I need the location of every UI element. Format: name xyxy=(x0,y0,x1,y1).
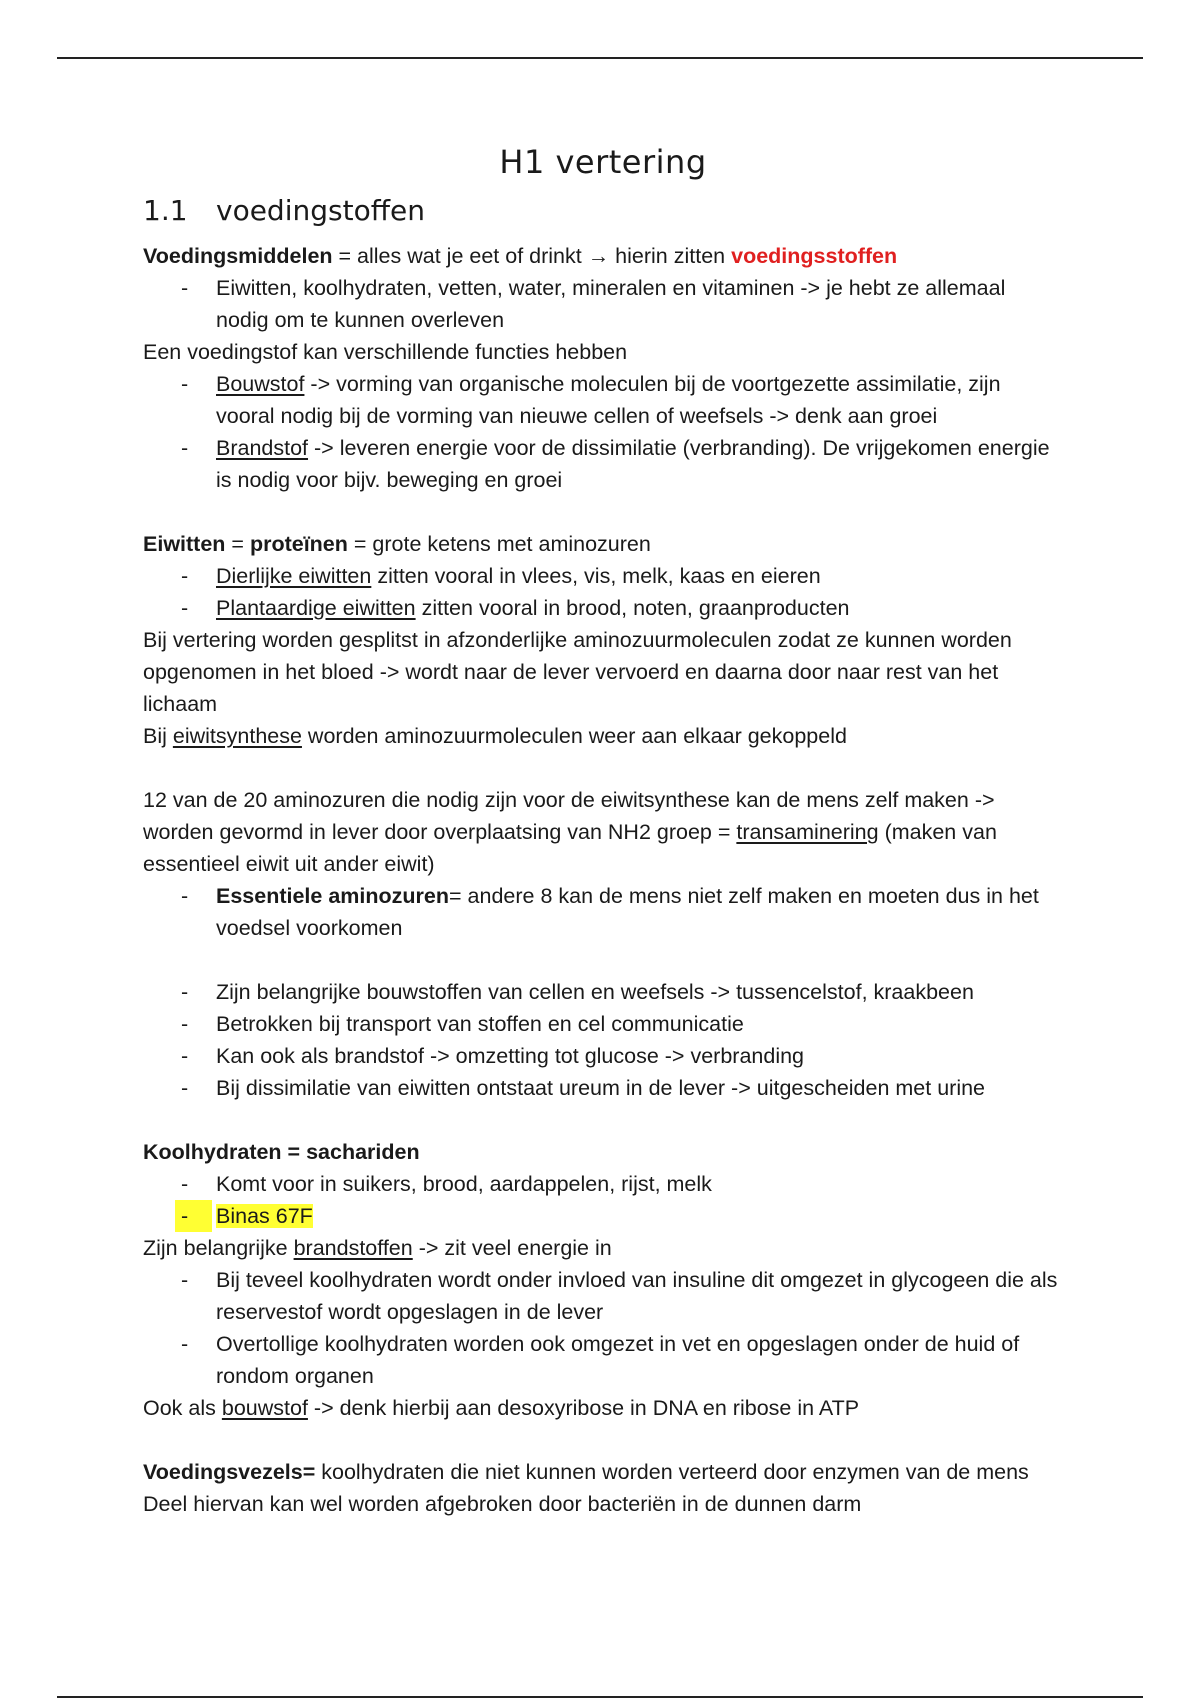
list-item-highlighted xyxy=(143,1200,1063,1232)
spacer xyxy=(143,1424,1063,1456)
section-title: voedingstoffen xyxy=(216,194,425,227)
list-item xyxy=(143,1264,1063,1328)
section-heading xyxy=(143,190,1063,232)
text: Zijn belangrijke xyxy=(143,1236,294,1260)
text: = xyxy=(225,532,250,556)
bullet: - xyxy=(181,436,189,460)
term-dierlijke-eiwitten: Dierlijke eiwitten xyxy=(216,564,372,588)
eiwitsynthese-paragraph xyxy=(143,720,1063,752)
text: zitten vooral in brood, noten, graanproducten xyxy=(415,596,850,620)
list-item xyxy=(143,1072,1063,1104)
text: koolhydraten die niet kunnen worden verteerd door enzymen van de mens xyxy=(315,1460,1029,1484)
term-eiwitsynthese: eiwitsynthese xyxy=(172,724,302,748)
term-voedingsmiddelen: Voedingsmiddelen xyxy=(143,244,333,268)
bullet: - xyxy=(181,1172,189,1196)
functies-intro: Een voedingstof kan verschillende functies hebben xyxy=(143,340,628,364)
list-item xyxy=(143,1328,1063,1392)
text: (maken van essentieel eiwit uit ander eiwit) xyxy=(143,820,997,876)
list-item xyxy=(143,880,1063,944)
binas-reference: Binas 67F xyxy=(216,1204,313,1228)
page-title: H1 vertering xyxy=(499,143,707,181)
list-item xyxy=(143,432,1063,496)
arrow-right-icon: → xyxy=(587,244,610,268)
functies-list xyxy=(143,368,1063,496)
text: Komt voor in suikers, brood, aardappelen, rijst, melk xyxy=(216,1172,712,1196)
term-voedingsvezels: Voedingsvezels= xyxy=(143,1460,316,1484)
bullet: - xyxy=(181,564,189,588)
bullet: - xyxy=(181,1076,189,1100)
koolhydraten-opslag-list xyxy=(143,1264,1063,1392)
bullet: - xyxy=(181,1268,189,1292)
spacer xyxy=(143,1104,1063,1136)
text: 12 van de 20 aminozuren die nodig zijn voor de eiwitsynthese kan de mens zelf maken -> worden gevormd in lever door overplaatsing van NH2 groep = xyxy=(143,788,995,844)
eiwitten-list xyxy=(143,560,1063,624)
term-koolhydraten: Koolhydraten = sacharide​n xyxy=(143,1140,420,1164)
voedingsmiddelen-list xyxy=(143,272,1063,336)
bullet: - xyxy=(181,980,189,1004)
spacer xyxy=(143,752,1063,784)
bullet: - xyxy=(181,372,189,396)
term-transaminering: transaminering xyxy=(736,820,879,844)
list-item xyxy=(143,272,1063,336)
list-item xyxy=(143,592,1063,624)
term-brandstoffen: brandstoffen xyxy=(293,1236,413,1260)
bullet: - xyxy=(181,1332,189,1356)
list-item xyxy=(143,560,1063,592)
text: Zijn belangrijke bouwstoffen van cellen en weefsels -> tussencelstof, kraakbeen xyxy=(216,980,974,1004)
bullet: - xyxy=(175,1200,212,1232)
term-essentiele-aminozuren: Essentiele aminozuren xyxy=(216,884,449,908)
text: -> vorming van organische moleculen bij de voortgezette assimilatie, zijn vooral nodig bij de vorming van nieuwe cellen of weefsels -> denk aan groei xyxy=(216,372,1001,428)
voedingsmiddelen-definition xyxy=(143,240,1063,272)
term-voedingsstoffen: voedingsstoffen xyxy=(731,244,898,268)
koolhydraten-list xyxy=(143,1168,1063,1232)
text: zitten vooral in vlees, vis, melk, kaas en eieren xyxy=(371,564,821,588)
text: worden aminozuurmoleculen weer aan elkaar gekoppeld xyxy=(301,724,847,748)
bullet: - xyxy=(181,596,189,620)
text: Overtollige koolhydraten worden ook omgezet in vet en opgeslagen onder de huid of rondom organen xyxy=(216,1332,1020,1388)
essentiele-list xyxy=(143,880,1063,944)
text: = andere 8 kan de mens niet zelf maken en moeten dus in het voedsel voorkomen xyxy=(216,884,1039,940)
text: hierin zitten xyxy=(609,244,732,268)
transaminering-paragraph xyxy=(143,784,1063,880)
bullet: - xyxy=(181,1012,189,1036)
document-body xyxy=(143,138,1063,1520)
list-item xyxy=(143,1008,1063,1040)
voedingsvezels-definition xyxy=(143,1456,1063,1488)
bullet: - xyxy=(181,884,189,908)
bullet: - xyxy=(181,1044,189,1068)
list-item xyxy=(143,976,1063,1008)
text: Bij dissimilatie van eiwitten ontstaat ureum in de lever -> uitgescheiden met urine xyxy=(216,1076,986,1100)
brandstoffen-paragraph xyxy=(143,1232,1063,1264)
voedingsvezels-bacterien: Deel hiervan kan wel worden afgebroken door bacteriën in de dunnen darm xyxy=(143,1492,862,1516)
section-number: 1.1 xyxy=(143,194,188,227)
footer-rule xyxy=(57,1696,1143,1698)
term-plantaardige-eiwitten: Plantaardige eiwitten xyxy=(216,596,416,620)
spacer xyxy=(143,944,1063,976)
eiwitten-functies-list xyxy=(143,976,1063,1104)
bouwstof-paragraph xyxy=(143,1392,1063,1424)
term-proteinen: proteïnen xyxy=(249,532,348,556)
text: -> zit veel energie in xyxy=(412,1236,612,1260)
text: Bij teveel koolhydraten wordt onder invloed van insuline dit omgezet in glycogeen die als reservestof wordt opgeslagen in de lever xyxy=(216,1268,1058,1324)
term-brandstof: Brandstof xyxy=(216,436,309,460)
text: = grote ketens met aminozuren xyxy=(347,532,651,556)
text: Kan ook als brandstof -> omzetting tot glucose -> verbranding xyxy=(216,1044,805,1068)
spacer xyxy=(143,496,1063,528)
header-rule xyxy=(57,57,1143,59)
eiwitten-vertering: Bij vertering worden gesplitst in afzonderlijke aminozuurmoleculen zodat ze kunnen worden opgenomen in het bloed -> wordt naar de lever vervoerd en daarna door naar rest van het lichaam xyxy=(143,628,1012,716)
term-bouwstof: Bouwstof xyxy=(216,372,305,396)
eiwitten-definition xyxy=(143,528,1063,560)
koolhydraten-heading xyxy=(143,1136,1063,1168)
text: = alles wat je eet of drinkt xyxy=(332,244,588,268)
text: Betrokken bij transport van stoffen en cel communicatie xyxy=(216,1012,744,1036)
term-bouwstof: bouwstof xyxy=(221,1396,308,1420)
list-item xyxy=(143,1168,1063,1200)
list-item xyxy=(143,1040,1063,1072)
text: -> leveren energie voor de dissimilatie (verbranding). De vrijgekomen energie is nodig voor bijv. beweging en groei xyxy=(216,436,1050,492)
text: -> denk hierbij aan desoxyribose in DNA en ribose in ATP xyxy=(307,1396,860,1420)
list-item xyxy=(143,368,1063,432)
text: Bij xyxy=(143,724,173,748)
bullet: - xyxy=(181,276,189,300)
term-eiwitten: Eiwitten xyxy=(143,532,226,556)
text: Eiwitten, koolhydraten, vetten, water, mineralen en vitaminen -> je hebt ze allemaal nodig om te kunnen overleven xyxy=(216,276,1006,332)
text: Ook als xyxy=(143,1396,222,1420)
